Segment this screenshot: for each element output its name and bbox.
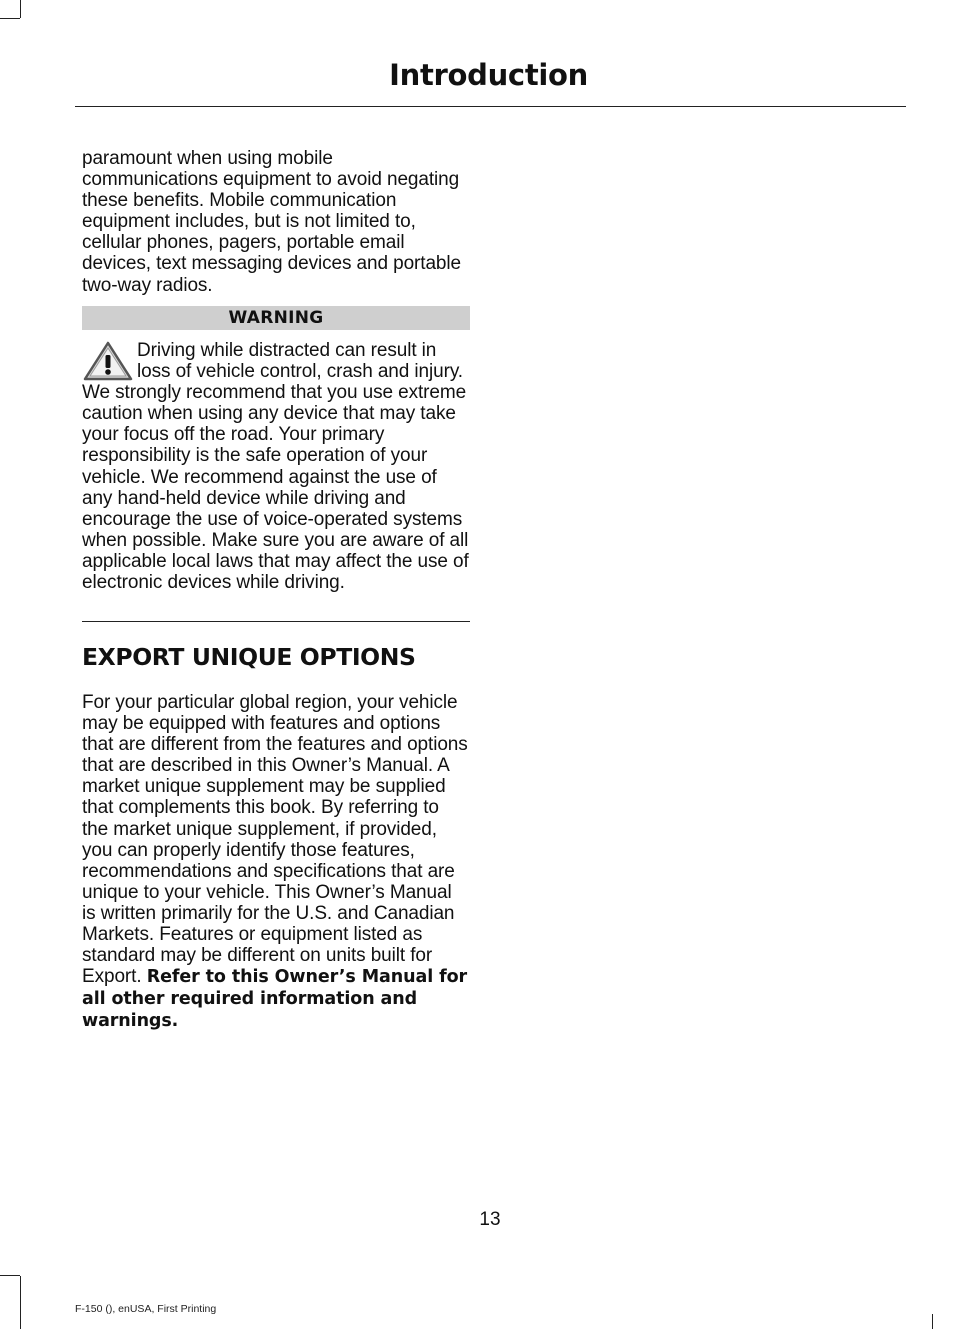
section-bold-note: Refer to this Owner’s Manual for all other required information and warnings. <box>82 967 468 1032</box>
crop-mark <box>0 18 20 19</box>
header-divider <box>75 106 906 107</box>
section-body <box>82 692 470 1033</box>
warning-end-divider <box>82 621 470 622</box>
crop-mark <box>0 1275 20 1276</box>
page-number: 13 <box>479 1209 501 1230</box>
intro-block <box>82 148 470 296</box>
page-title: Introduction <box>389 58 588 92</box>
warning-text: Driving while distracted can result in loss of vehicle control, crash and injury. We strongly recommend that you use extreme caution when using any device that may take your focus off the road. Your primary responsibility is the safe operation of your vehicle. We recommend against the use of any hand-held device while driving and encourage the use of voice-operated systems when possible. Make sure you are aware of all applicable local laws that may affect the use of electronic devices while driving. <box>82 340 469 594</box>
crop-mark <box>20 0 21 18</box>
crop-mark <box>20 1276 21 1329</box>
section-body-block <box>82 692 470 1033</box>
warning-triangle-icon <box>82 340 134 382</box>
warning-label: WARNING <box>82 306 470 330</box>
intro-paragraph: paramount when using mobile communications equipment to avoid negating these benefits. Mobile communication equipment includes, but is not limited to, cellular phones, pagers, portable email devices, text messaging devices and portable two-way radios. <box>82 148 461 296</box>
section-heading: EXPORT UNIQUE OPTIONS <box>82 643 416 671</box>
section-body-text: For your particular global region, your vehicle may be equipped with features and options that are different from the features and options that are described in this Owner’s Manual. A market unique supplement may be supplied that complements this book. By referring to the market unique supplement, if provided, you can properly identify those features, recommendations and specifications that are unique to your vehicle. This Owner’s Manual is written primarily for the U.S. and Canadian Markets. Features or equipment listed as standard may be different on units built for Export. <box>82 692 468 988</box>
warning-block <box>82 340 470 593</box>
crop-mark <box>932 1314 933 1329</box>
footer-print-info: F-150 (), enUSA, First Printing <box>75 1303 217 1315</box>
